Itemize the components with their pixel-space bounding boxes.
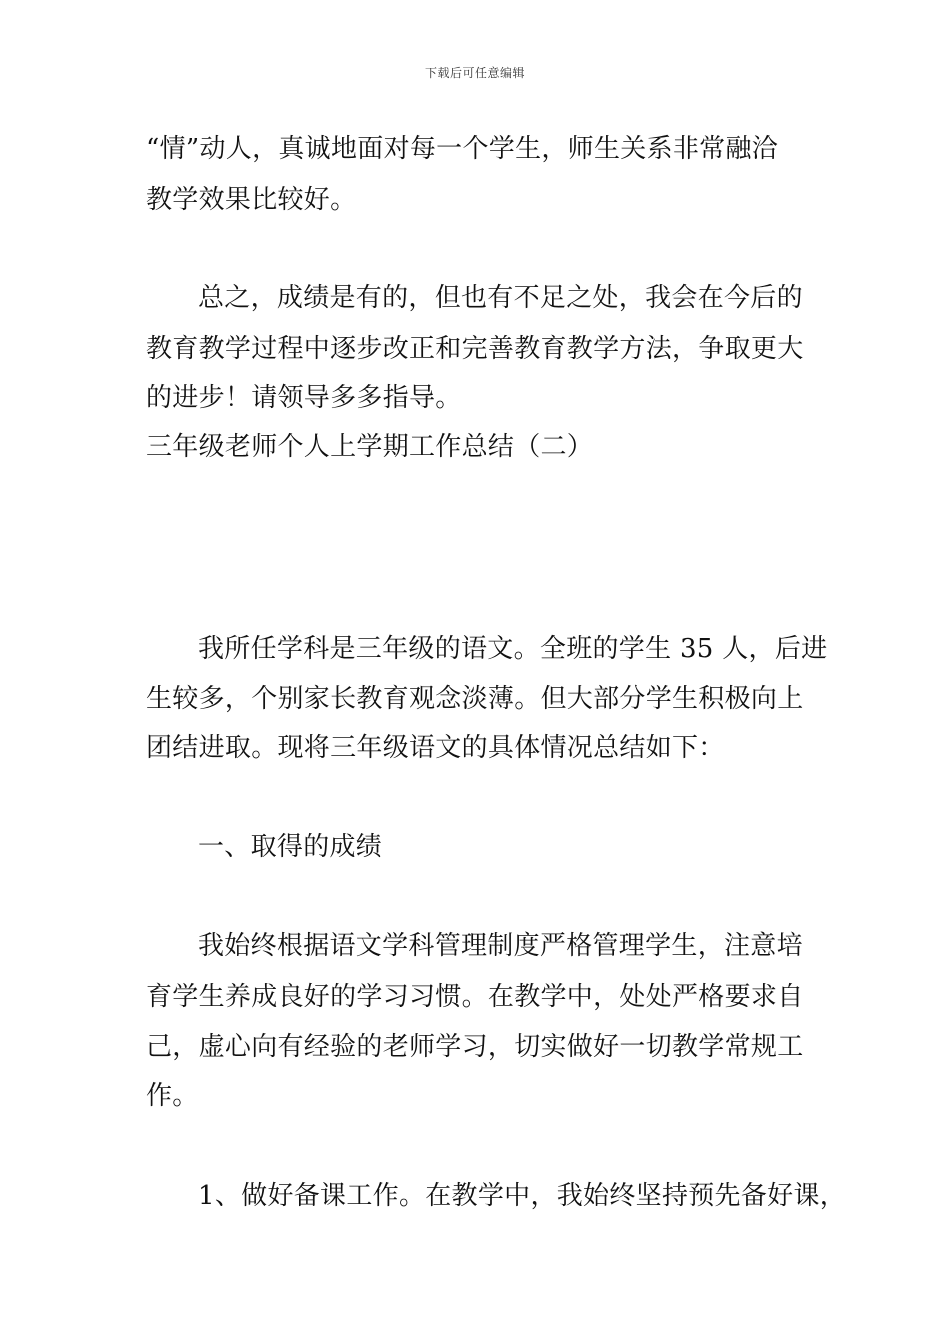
- subsection-heading: 一、取得的成绩: [198, 832, 383, 862]
- body-line: 作。: [146, 1081, 199, 1111]
- body-line: 的进步！请领导多多指导。: [146, 383, 462, 413]
- body-line: 育学生养成良好的学习习惯。在教学中，处处严格要求自: [146, 982, 804, 1012]
- body-line: 1、做好备课工作。在教学中，我始终坚持预先备好课，: [198, 1181, 847, 1211]
- page-header: 下载后可任意编辑: [424, 66, 525, 80]
- body-line: 总之，成绩是有的，但也有不足之处，我会在今后的: [198, 283, 803, 313]
- body-line: 教育教学过程中逐步改正和完善教育教学方法，争取更大: [146, 334, 804, 364]
- body-line: 我所任学科是三年级的语文。全班的学生 35 人，后进: [198, 634, 828, 664]
- section-title: 三年级老师个人上学期工作总结（二）: [146, 432, 594, 462]
- body-line: “情”动人，真诚地面对每一个学生，师生关系非常融洽: [146, 134, 779, 164]
- body-line: 生较多，个别家长教育观念淡薄。但大部分学生积极向上: [146, 684, 804, 714]
- body-line: 团结进取。现将三年级语文的具体情况总结如下：: [146, 733, 725, 763]
- body-line: 我始终根据语文学科管理制度严格管理学生，注意培: [198, 931, 803, 961]
- body-line: 教学效果比较好。: [146, 185, 357, 215]
- body-line: 己，虚心向有经验的老师学习，切实做好一切教学常规工: [146, 1032, 804, 1062]
